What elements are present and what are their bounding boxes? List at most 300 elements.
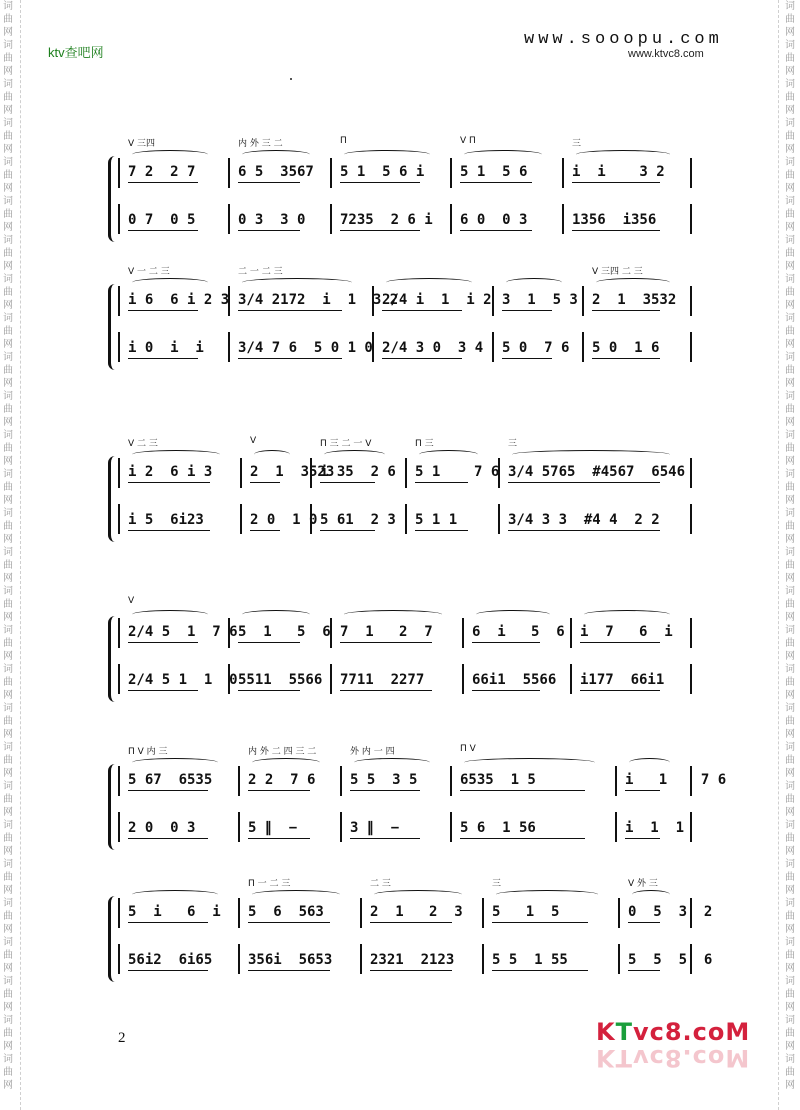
watermark-char: 曲 [785,521,795,532]
watermark-char: 词 [3,703,13,714]
bowing-mark: 内 外 二 四 三 二 [248,747,317,757]
barline [330,204,332,234]
watermark-char: 曲 [785,92,795,103]
watermark-char: 网 [785,651,795,662]
barline [450,812,452,842]
watermark-char: 曲 [785,677,795,688]
watermark-char: 网 [785,183,795,194]
watermark-char: 词 [785,742,795,753]
beam-underline [128,690,198,691]
barline [690,332,692,362]
watermark-char: 曲 [785,638,795,649]
page-number: 2 [118,1030,126,1046]
beam-underline [370,970,452,971]
slur [132,278,208,287]
slur [242,278,352,287]
watermark-char: 网 [3,612,13,623]
barline [462,664,464,694]
accompaniment-measure: 6 0 0 3 [460,212,528,228]
barline [238,944,240,974]
beam-underline [508,482,660,483]
watermark-char: 网 [785,807,795,818]
melody-measure: 2/4 5 1 7 6 [128,624,238,640]
watermark-char: 网 [3,690,13,701]
melody-measure: 6 5 3567 [238,164,314,180]
bowing-mark: 三 [572,139,582,149]
bowing-mark: П 一 二 三 [248,879,291,889]
barline [450,204,452,234]
watermark-char: 网 [3,846,13,857]
barline [690,158,692,188]
watermark-char: 曲 [3,560,13,571]
watermark-char: 曲 [3,716,13,727]
watermark-char: 词 [3,508,13,519]
watermark-char: 曲 [3,794,13,805]
watermark-char: 网 [3,807,13,818]
beam-underline [340,182,420,183]
beam-underline [350,838,420,839]
watermark-char: 曲 [3,989,13,1000]
watermark-char: 曲 [3,326,13,337]
watermark-char: 曲 [3,170,13,181]
barline [570,618,572,648]
barline [405,458,407,488]
beam-underline [238,310,342,311]
watermark-char: 网 [785,690,795,701]
beam-underline [350,790,420,791]
left-watermark-column [0,0,16,1110]
barline [228,332,230,362]
slur [344,610,442,619]
watermark-char: 词 [3,781,13,792]
right-dashed-rule [778,0,779,1110]
watermark-char: 网 [785,495,795,506]
watermark-char: 曲 [3,1067,13,1078]
watermark-char: 曲 [3,521,13,532]
beam-underline [340,690,432,691]
slur [386,278,472,287]
melody-measure: 2 1 2 3 [370,904,463,920]
barline [450,158,452,188]
watermark-char: 曲 [785,365,795,376]
melody-measure: 6 i 5 6 [472,624,565,640]
barline [482,898,484,928]
accompaniment-measure: i 5 6i23 [128,512,204,528]
barline [462,618,464,648]
melody-measure: i i 3 2 [572,164,665,180]
watermark-char: 曲 [785,287,795,298]
accompaniment-measure: 3/4 3 3 #4 4 2 2 [508,512,660,528]
watermark-char: 词 [785,781,795,792]
accompaniment-measure: i177 66i1 [580,672,665,688]
beam-underline [128,358,198,359]
accompaniment-measure: 2 0 1 0 [250,512,318,528]
slur [374,890,462,899]
barline [562,204,564,234]
melody-measure: i 2 6 i 3 [128,464,213,480]
watermark-char: 网 [3,1041,13,1052]
slur [324,450,385,459]
watermark-char: 网 [785,729,795,740]
watermark-char: 网 [785,612,795,623]
melody-measure: 3 1 5 3 [502,292,578,308]
bowing-mark: V 一 二 三 [128,267,170,277]
melody-measure: i 1 7 6 [625,772,727,788]
slur [132,758,218,767]
watermark-char: 词 [3,820,13,831]
site-name-left: ktv查吧网 [48,45,104,60]
barline [118,332,120,362]
bowing-mark: П 三 [415,439,434,449]
slur [584,610,670,619]
melody-measure: 7 2 2 7 [128,164,196,180]
beam-underline [370,922,452,923]
accompaniment-measure: 1356 i356 [572,212,657,228]
watermark-char: 网 [785,924,795,935]
bowing-mark: 二 一 二 三 [238,267,283,277]
barline [615,812,617,842]
beam-underline [128,182,198,183]
watermark-char: 网 [785,222,795,233]
barline [340,766,342,796]
watermark-char: 网 [785,573,795,584]
beam-underline [238,690,300,691]
watermark-char: 词 [3,235,13,246]
barline [118,766,120,796]
slur [132,450,220,459]
accompaniment-measure: 66i1 5566 [472,672,557,688]
watermark-char: 曲 [3,287,13,298]
barline [618,944,620,974]
barline [118,504,120,534]
bowing-mark: V 三四 二 三 [592,267,643,277]
slur [132,890,218,899]
barline [228,204,230,234]
watermark-char: 曲 [3,911,13,922]
melody-measure: 5 i 6 i [128,904,221,920]
beam-underline [248,838,310,839]
slur [254,450,290,459]
ktvc8-logo: KTvc8.coM [596,1018,751,1046]
melody-measure: 5 1 5 6 [460,164,528,180]
watermark-char: 网 [785,300,795,311]
beam-underline [248,790,310,791]
accompaniment-measure: 7235 2 6 i [340,212,433,228]
watermark-char: 曲 [3,92,13,103]
beam-underline [320,482,375,483]
bowing-mark: V 外 三 [628,879,658,889]
beam-underline [492,922,588,923]
watermark-char: 词 [3,586,13,597]
watermark-char: 曲 [3,365,13,376]
watermark-char: 曲 [785,1028,795,1039]
watermark-char: 曲 [785,794,795,805]
barline [330,664,332,694]
slur [242,610,310,619]
melody-measure: 5 1 5 6 i [340,164,425,180]
beam-underline [580,690,660,691]
watermark-char: 网 [785,417,795,428]
accompaniment-measure: 5511 5566 [238,672,323,688]
watermark-char: 词 [785,40,795,51]
beam-underline [592,310,660,311]
slur [464,150,542,159]
barline [690,618,692,648]
barline [238,766,240,796]
watermark-char: 词 [3,352,13,363]
bowing-mark: V П [460,136,476,146]
watermark-char: 曲 [3,677,13,688]
beam-underline [128,310,198,311]
accompaniment-measure: 56i2 6i65 [128,952,213,968]
beam-underline [250,530,280,531]
ktvc8-logo-reflection: KTvc8.coM [596,1044,751,1072]
watermark-char: 网 [3,417,13,428]
melody-measure: i 6 6 i 2 3 [128,292,230,308]
watermark-char: 曲 [785,482,795,493]
watermark-char: 曲 [3,248,13,259]
bowing-mark: V [250,436,257,446]
barline [618,898,620,928]
watermark-char: 曲 [785,209,795,220]
watermark-char: 词 [3,1,13,12]
beam-underline [502,358,552,359]
watermark-char: 曲 [3,482,13,493]
barline [118,618,120,648]
watermark-char: 曲 [785,14,795,25]
watermark-char: 曲 [785,872,795,883]
beam-underline [492,970,588,971]
barline [492,332,494,362]
beam-underline [128,530,210,531]
watermark-char: 网 [3,495,13,506]
slur [576,150,670,159]
watermark-char: 曲 [785,443,795,454]
beam-underline [128,970,208,971]
watermark-char: 词 [3,430,13,441]
accompaniment-measure: 5 6 1 56 [460,820,536,836]
accompaniment-measure: 5 5 1 55 [492,952,568,968]
beam-underline [382,358,462,359]
accompaniment-measure: i 0 i i [128,340,204,356]
watermark-char: 曲 [785,53,795,64]
watermark-char: 曲 [3,14,13,25]
beam-underline [415,530,468,531]
accompaniment-measure: 0 7 0 5 [128,212,196,228]
watermark-char: 词 [785,469,795,480]
watermark-char: 网 [3,144,13,155]
watermark-char: 网 [3,573,13,584]
accompaniment-measure: 5 ∥ − [248,820,298,836]
watermark-char: 网 [785,1080,795,1091]
watermark-char: 曲 [785,989,795,1000]
barline [690,812,692,842]
barline [562,158,564,188]
beam-underline [628,922,660,923]
beam-underline [128,790,208,791]
watermark-char: 网 [785,105,795,116]
barline [690,286,692,316]
accompaniment-measure: 5 61 2 3 [320,512,396,528]
accompaniment-measure: 2/4 3 0 3 4 [382,340,484,356]
slur [512,450,670,459]
watermark-char: 曲 [3,443,13,454]
bowing-mark: 三 [508,439,518,449]
watermark-char: 曲 [3,131,13,142]
beam-underline [128,642,198,643]
watermark-char: 曲 [785,1067,795,1078]
beam-underline [508,530,660,531]
slur [344,150,430,159]
watermark-char: 网 [3,534,13,545]
melody-measure: i 7 6 i [580,624,673,640]
bowing-mark: П [340,136,347,146]
slur [132,610,208,619]
beam-underline [128,482,210,483]
accompaniment-measure: i 1 1 [625,820,685,836]
beam-underline [572,230,660,231]
watermark-char: 词 [3,976,13,987]
watermark-char: 词 [785,1,795,12]
watermark-char: 词 [3,469,13,480]
beam-underline [250,482,280,483]
watermark-char: 词 [3,1015,13,1026]
right-watermark-column [782,0,798,1110]
slur [354,758,430,767]
watermark-char: 词 [785,508,795,519]
beam-underline [238,358,342,359]
accompaniment-measure: 7711 2277 [340,672,425,688]
watermark-char: 网 [3,222,13,233]
watermark-char: 网 [3,1002,13,1013]
watermark-char: 词 [3,625,13,636]
watermark-char: 曲 [3,950,13,961]
slur [252,758,320,767]
beam-underline [248,970,330,971]
watermark-char: 词 [3,118,13,129]
watermark-char: 网 [785,339,795,350]
watermark-char: 网 [785,66,795,77]
watermark-char: 词 [3,196,13,207]
barline [690,458,692,488]
beam-underline [502,310,552,311]
barline [118,812,120,842]
watermark-char: 网 [3,456,13,467]
watermark-char: 曲 [785,599,795,610]
barline [340,812,342,842]
beam-underline [580,642,660,643]
watermark-char: 词 [785,196,795,207]
watermark-char: 词 [785,352,795,363]
beam-underline [382,310,462,311]
watermark-char: 词 [785,1054,795,1065]
watermark-char: 词 [3,742,13,753]
watermark-char: 词 [785,820,795,831]
watermark-char: 词 [785,976,795,987]
barline [405,504,407,534]
watermark-char: 网 [785,1002,795,1013]
watermark-char: 网 [785,27,795,38]
beam-underline [460,230,532,231]
slur [496,890,598,899]
watermark-char: 曲 [3,872,13,883]
barline [690,664,692,694]
beam-underline [238,642,300,643]
beam-underline [472,642,540,643]
watermark-char: 网 [3,378,13,389]
barline [118,158,120,188]
watermark-char: 词 [785,625,795,636]
watermark-char: 曲 [785,404,795,415]
melody-measure: 2/4 i 1 i 2 [382,292,492,308]
watermark-char: 网 [3,651,13,662]
site-url-top: www.sooopu.com [524,30,723,49]
barline [482,944,484,974]
watermark-char: 曲 [3,53,13,64]
watermark-char: 词 [3,1054,13,1065]
watermark-char: 词 [3,898,13,909]
melody-measure: 2 2 7 6 [248,772,316,788]
watermark-char: 曲 [785,248,795,259]
slur [629,758,670,767]
melody-measure: 5 6 563 [248,904,324,920]
watermark-char: 网 [785,144,795,155]
accompaniment-measure: 5 1 1 [415,512,458,528]
beam-underline [340,230,420,231]
watermark-char: 词 [3,937,13,948]
watermark-char: 曲 [785,170,795,181]
watermark-char: 词 [3,157,13,168]
barline [450,766,452,796]
watermark-char: 网 [785,963,795,974]
slur [419,450,478,459]
bowing-mark: 三 [492,879,502,889]
bowing-mark: 二 三 [370,879,391,889]
melody-measure: i 35 2 6 [320,464,396,480]
watermark-char: 词 [785,547,795,558]
site-url-sub: www.ktvc8.com [628,48,704,60]
watermark-char: 曲 [785,716,795,727]
slur [242,150,310,159]
beam-underline [472,690,540,691]
slur [632,890,670,899]
watermark-char: 网 [785,261,795,272]
bowing-mark: V 二 三 [128,439,158,449]
beam-underline [128,230,198,231]
watermark-char: 网 [3,105,13,116]
melody-measure: 5 1 7 6 [415,464,500,480]
watermark-char: 网 [785,846,795,857]
accompaniment-measure: 2/4 5 1 1 0 [128,672,238,688]
watermark-char: 词 [785,235,795,246]
watermark-char: 网 [3,339,13,350]
barline [582,286,584,316]
watermark-char: 词 [785,586,795,597]
barline [118,204,120,234]
barline [330,158,332,188]
watermark-char: 词 [3,391,13,402]
melody-measure: 7 1 2 7 [340,624,433,640]
watermark-char: 词 [785,1015,795,1026]
beam-underline [415,482,468,483]
barline [570,664,572,694]
melody-measure: 0 5 3 2 [628,904,713,920]
accompaniment-measure: 0 3 3 0 [238,212,306,228]
watermark-char: 曲 [785,326,795,337]
watermark-char: 网 [3,27,13,38]
left-dashed-rule [20,0,21,1110]
watermark-char: 词 [785,391,795,402]
